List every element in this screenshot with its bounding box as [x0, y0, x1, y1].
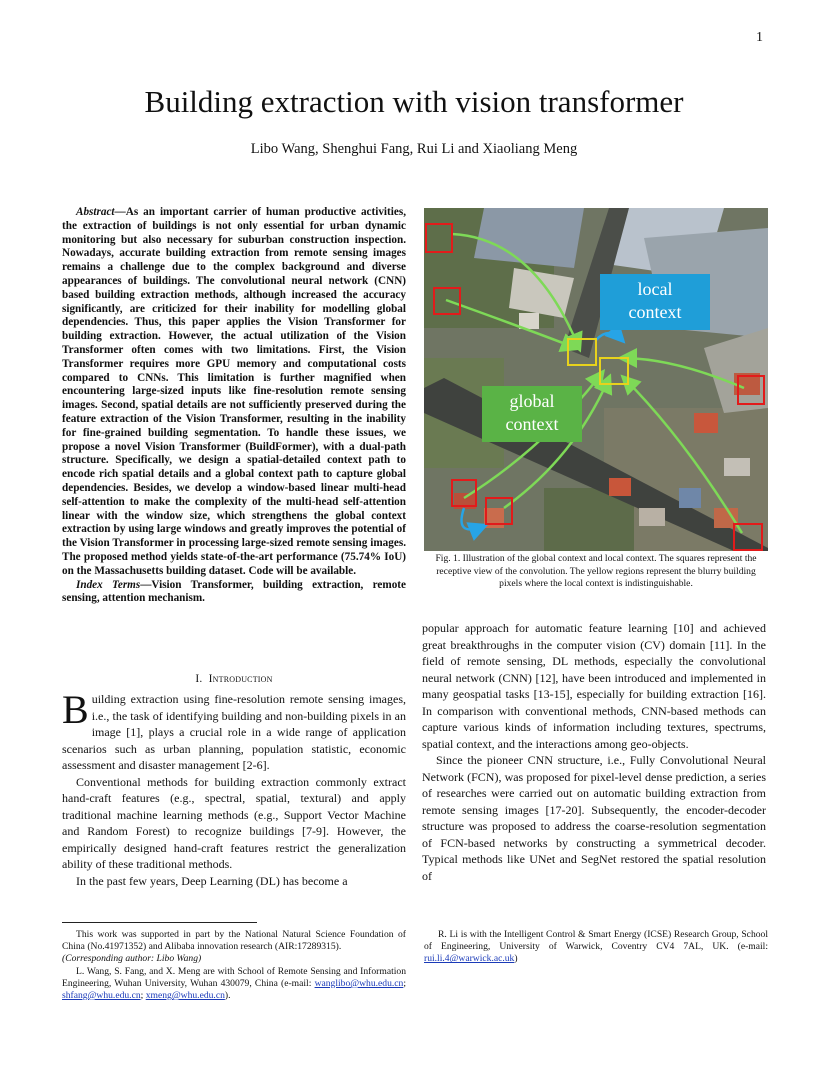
figure-aerial-image	[424, 208, 768, 551]
index-terms-label: Index Terms	[76, 578, 141, 591]
section-numeral: I.	[195, 673, 203, 685]
funding-note: This work was supported in part by the National Natural Science Foundation of China (No.41971352) and Alibaba innovation research (AIR:17289315).	[62, 929, 406, 953]
email-link-fang[interactable]: shfang@whu.edu.cn	[62, 990, 141, 1002]
abstract-text: —As an important carrier of human productive activities, the extraction of buildings is not only essential for urban dynamic monitoring but also necessary for suburban construction inspection. Nowadays, accurate building extraction from remote sensing images remains a challenge due to the complex background and diverse appearances of buildings. The convolutional neural network (CNN) based building extraction methods, although increased the accuracy significantly, are criticized for their inability for modelling global dependencies. Thus, this paper applies the Vision Transformer for building extraction. However, the actual utilization of the Vision Transformer often comes with two limitations. First, the Vision Transformer requires more GPU memory and computational costs compared to CNNs. This limitation is further magnified when encountering large-sized inputs like fine-resolution remote sensing images. Second, spatial details are not sufficiently preserved during the feature extraction of the Vision Transformer, resulting in the inability for fine-grained building segmentation. To handle these issues, we propose a novel Vision Transformer (BuildFormer), with a dual-path structure. Specifically, we design a spatial-detailed context path to encode rich spatial details and a global context path to capture global dependencies. Besides, we develop a window-based linear multi-head self-attention to make the complexity of the multi-head self-attention linear with the window size, which strengthens the global context extraction by using large windows and greatly improves the potential of the Vision Transformer in processing large-sized remote sensing images. The proposed method yields state-of-the-art performance (75.74% IoU) on the Massachusetts building dataset. Code will be available.	[62, 206, 406, 577]
author-list: Libo Wang, Shenghui Fang, Rui Li and Xiaoliang Meng	[250, 141, 578, 157]
intro-paragraph-2: Conventional methods for building extraction commonly extract hand-craft features (e.g., spectral, spatial, textural) and apply traditional machine learning methods (e.g., Support Vector Machine and Random Forest) to recognize buildings [7-9]. However, the empirically designed hand-craft features restrict the generalization ability of these traditional methods.	[62, 774, 406, 871]
footnote-right	[424, 929, 768, 966]
intro-left-column	[62, 687, 406, 889]
aerial-illustration	[424, 208, 768, 551]
intro-paragraph-1: Building extraction using fine-resolution remote sensing images, i.e., the task of identifying building and non-building pixels in an image [1], plays a crucial role in a wide range of application scenarios such as urban planning, population statistic, economic assessment and disaster management [2-6].	[62, 687, 406, 772]
figure-caption: Fig. 1. Illustration of the global context and local context. The squares represent the receptive view of the convolution. The yellow regions represent the blurry building pixels where the local context is indistinguishable.	[435, 553, 757, 589]
footnote-divider	[62, 922, 257, 923]
index-terms-text: —Vision Transformer, building extraction, remote sensing, attention mechanism.	[62, 578, 406, 605]
email-link-meng[interactable]: xmeng@whu.edu.cn	[145, 990, 225, 1002]
section-title: Introduction	[208, 673, 273, 685]
abstract-block	[62, 206, 406, 606]
email-link-li[interactable]: rui.li.4@warwick.ac.uk	[424, 953, 515, 965]
local-context-label: local context	[600, 274, 710, 330]
paper-title: Building extraction with vision transformer	[144, 84, 684, 119]
affiliation-note: L. Wang, S. Fang, and X. Meng are with School of Remote Sensing and Information Engineering, Wuhan University, Wuhan 430079, China (e-mail: wanglibo@whu.edu.cn; shfang@whu.edu.cn; xmeng@whu.edu.cn).	[62, 965, 406, 1002]
affiliation-note-li: R. Li is with the Intelligent Control & Smart Energy (ICSE) Research Group, School of Engineering, University of Warwick, Coventry CV4 7AL, UK. (e-mail: rui.li.4@warwick.ac.uk)	[424, 929, 768, 965]
global-context-label: global context	[482, 386, 582, 442]
abstract-label: Abstract	[76, 206, 115, 218]
page-number: 1	[756, 30, 763, 45]
intro-paragraph-3: In the past few years, Deep Learning (DL) has become a	[76, 873, 348, 888]
corresponding-author-note: (Corresponding author: Libo Wang)	[62, 953, 202, 965]
footnote-left	[62, 929, 406, 1002]
abstract-paragraph	[62, 206, 406, 579]
index-terms-paragraph	[62, 579, 406, 607]
email-link-wang[interactable]: wanglibo@whu.edu.cn	[314, 977, 404, 989]
intro-paragraph-5: Since the pioneer CNN structure, i.e., Fully Convolutional Neural Network (FCN), was proposed for pixel-level dense prediction, a series of researches were carried out on automatic building extraction from remote sensing images [17-20]. Subsequently, the encoder-decoder structure was proposed to address the coarse-resolution segmentation of FCN-based networks by constructing a symmetrical decoder. Typical methods like UNet and SegNet restored the spatial resolution of	[422, 753, 766, 883]
section-heading	[62, 673, 406, 685]
intro-paragraph-4: popular approach for automatic feature learning [10] and achieved great breakthroughs in the computer vision (CV) domain [11]. In the field of remote sensing, DL methods, especially the convolutional neural network (CNN) [12], have been introduced and implemented in many geospatial tasks [13-15], especially for building extraction [16]. In comparison with conventional methods, CNN-based methods can capture various kinds of information including textures, spectrums, spatial context, and the interactions among geo-objects.	[422, 621, 766, 751]
intro-right-column	[422, 620, 766, 884]
drop-cap: B	[62, 687, 89, 732]
